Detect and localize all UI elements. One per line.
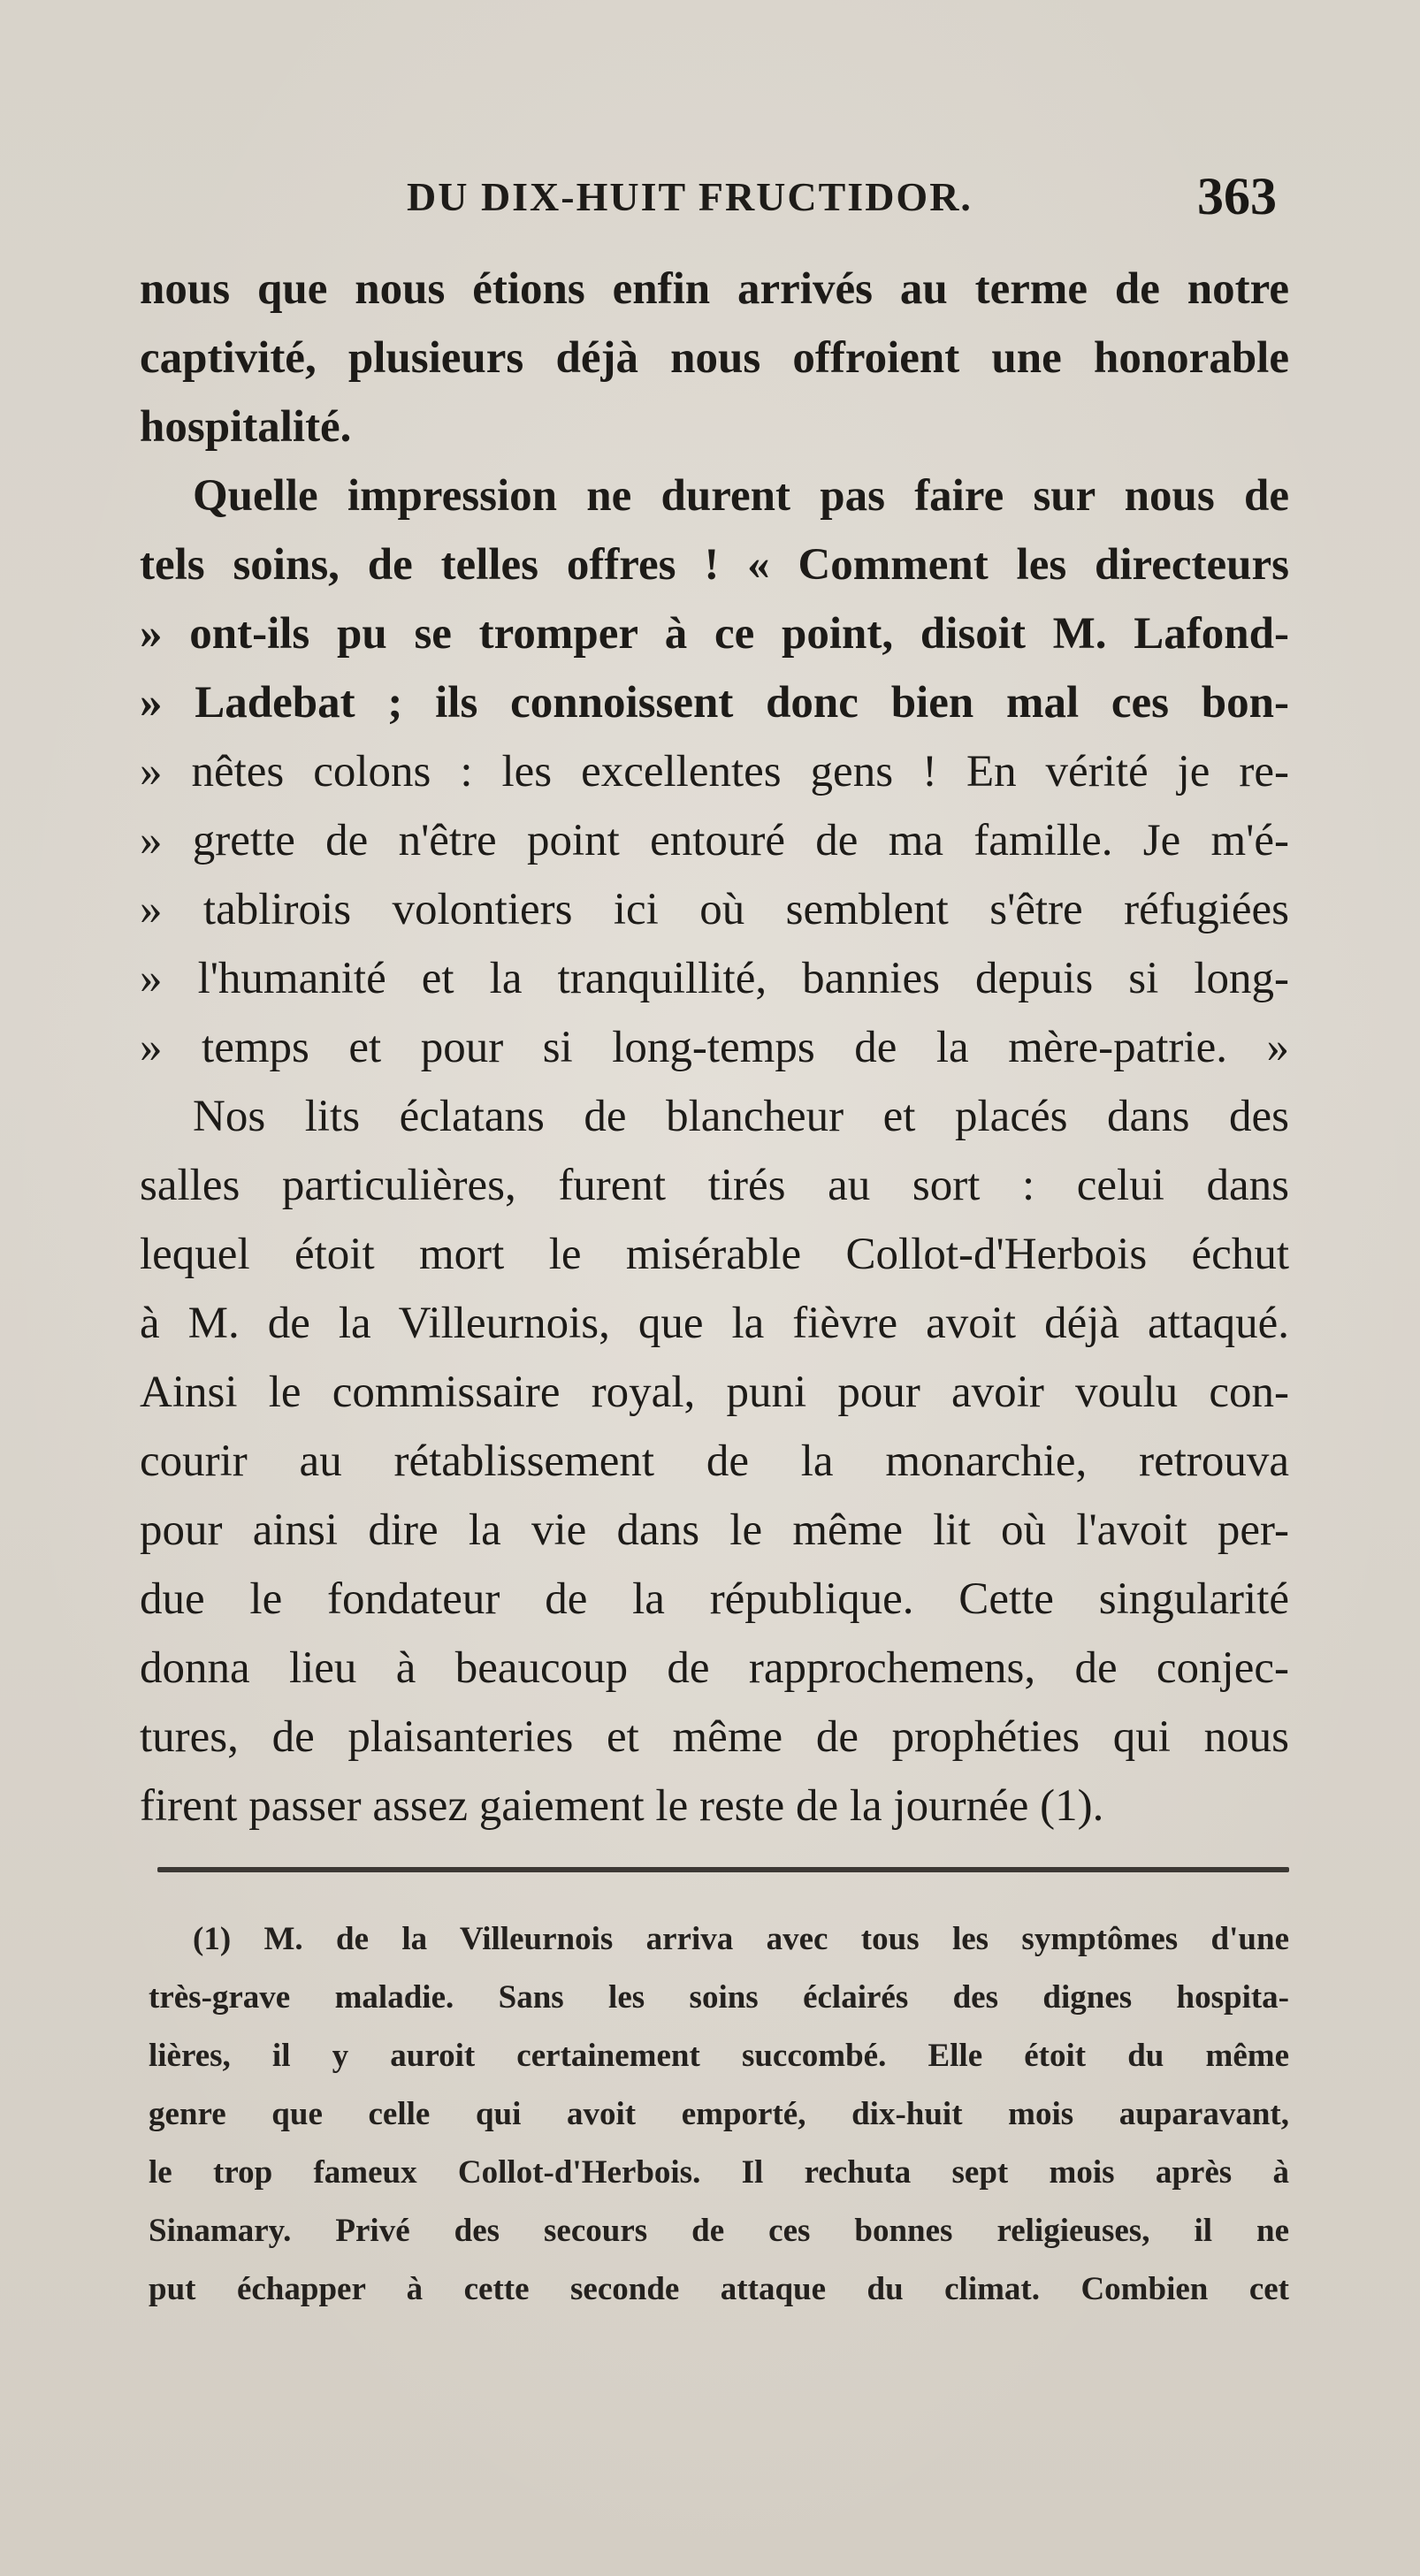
text-line: tures, de plaisanteries et même de prophéties qui nous (140, 1712, 1289, 1762)
text-line: salles particulières, furent tirés au sort : celui dans (140, 1161, 1289, 1210)
footnote-line: lières, il y auroit certainement succombé. Elle étoit du même (149, 2038, 1289, 2074)
page-number: 363 (1197, 167, 1277, 225)
text-line: » ont-ils pu se tromper à ce point, disoit M. Lafond- (140, 609, 1289, 659)
text-line: » grette de n'être point entouré de ma famille. Je m'é- (140, 816, 1289, 865)
text-line: nous que nous étions enfin arrivés au terme de notre (140, 264, 1289, 314)
text-line: » temps et pour si long-temps de la mère-patrie. » (140, 1023, 1289, 1072)
text-line: pour ainsi dire la vie dans le même lit où l'avoit per- (140, 1505, 1289, 1555)
text-line: captivité, plusieurs déjà nous offroient une honorable (140, 333, 1289, 383)
text-line: Nos lits éclatans de blancheur et placés dans des (193, 1092, 1289, 1141)
text-line: due le fondateur de la république. Cette singularité (140, 1574, 1289, 1624)
text-line: courir au rétablissement de la monarchie, retrouva (140, 1437, 1289, 1486)
text-line: » l'humanité et la tranquillité, bannies depuis si long- (140, 954, 1289, 1003)
text-line: à M. de la Villeurnois, que la fièvre avoit déjà attaqué. (140, 1299, 1289, 1348)
text-line: firent passer assez gaiement le reste de la journée (1). (140, 1781, 1104, 1831)
text-line: Quelle impression ne durent pas faire sur nous de (193, 471, 1289, 521)
footnote-line: le trop fameux Collot-d'Herbois. Il rechuta sept mois après à (149, 2154, 1289, 2191)
text-line: Ainsi le commissaire royal, puni pour avoir voulu con- (140, 1368, 1289, 1417)
text-line: » Ladebat ; ils connoissent donc bien mal ces bon- (140, 678, 1289, 728)
footnote-line: genre que celle qui avoit emporté, dix-huit mois auparavant, (149, 2096, 1289, 2132)
footnote-divider (157, 1867, 1289, 1872)
footnote-line: (1) M. de la Villeurnois arriva avec tous les symptômes d'une (193, 1921, 1289, 1957)
footnote-line: Sinamary. Privé des secours de ces bonnes religieuses, il ne (149, 2213, 1289, 2249)
text-line: lequel étoit mort le misérable Collot-d'Herbois échut (140, 1230, 1289, 1279)
footnote-line: très-grave maladie. Sans les soins éclairés des dignes hospita- (149, 1979, 1289, 2016)
text-line: » nêtes colons : les excellentes gens ! En vérité je re- (140, 747, 1289, 796)
footnote-line: put échapper à cette seconde attaque du climat. Combien cet (149, 2271, 1289, 2307)
text-line: tels soins, de telles offres ! « Comment les directeurs (140, 540, 1289, 590)
text-line: » tablirois volontiers ici où semblent s'être réfugiées (140, 885, 1289, 934)
text-line: hospitalité. (140, 402, 352, 452)
text-line: donna lieu à beaucoup de rapprochemens, de conjec- (140, 1643, 1289, 1693)
running-title: DU DIX-HUIT FRUCTIDOR. (407, 174, 973, 219)
